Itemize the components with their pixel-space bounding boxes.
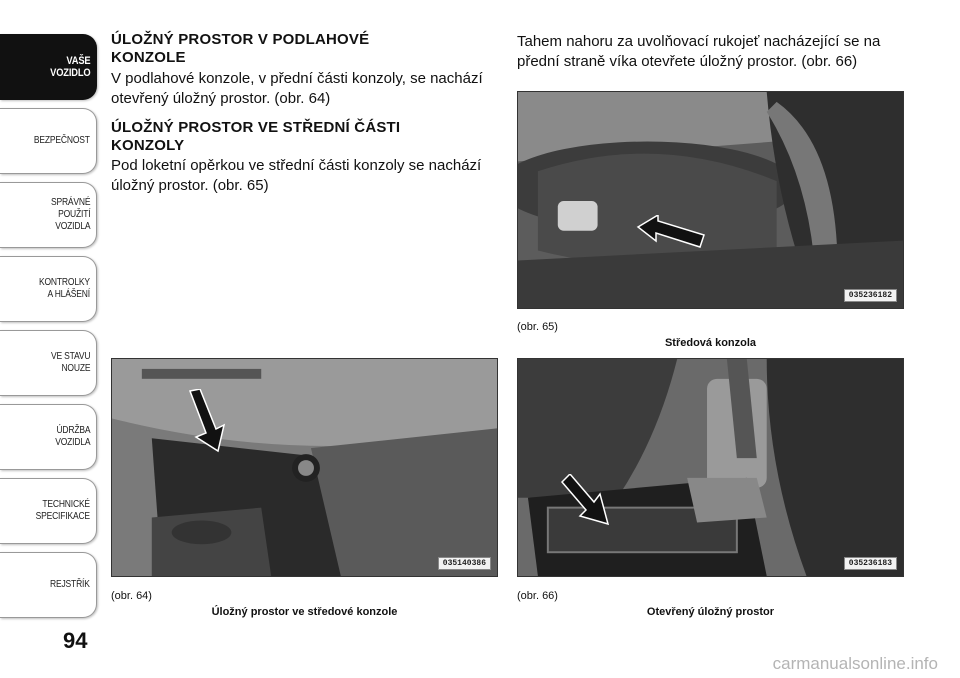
tab-label: REJSTŘÍK [50,579,90,590]
console-photo-illustration [518,92,903,308]
section1-text: V podlahové konzole, v přední části konzoly, se nachází otevřený úložný prostor. (obr. 64) [111,70,483,107]
tab-label: TECHNICKÉ SPECIFIKACE [35,499,90,522]
tab-label: KONTROLKY A HLÁŠENÍ [39,277,90,300]
arrow-shape [182,389,226,453]
open-storage-illustration [518,359,903,576]
figure-code: 035236183 [844,557,897,570]
tab-label: ÚDRŽBA VOZIDLA [54,425,90,448]
arrow-icon [182,389,226,453]
arrow-icon [636,215,706,251]
tab-udrzba[interactable] [0,404,97,470]
section2-text: Pod loketní opěrkou ve střední části konzoly se nachází úložný prostor. (obr. 65) [111,157,482,194]
figure-64-number: (obr. 64) [111,590,152,602]
section2-heading: ÚLOŽNÝ PROSTOR VE STŘEDNÍ ČÁSTI KONZOLY [111,119,401,154]
tab-ve-stavu-nouze[interactable] [0,330,97,396]
tab-label: BEZPEČNOST [34,135,90,146]
figure-65-caption: Středová konzola [664,337,757,349]
arrow-shape [560,474,610,526]
tab-rejstrik[interactable] [0,552,97,618]
tab-technicke-specifikace[interactable] [0,478,97,544]
tab-kontrolky[interactable] [0,256,97,322]
floor-console-illustration [112,359,497,576]
right-column-text: Tahem nahoru za uvolňovací rukojeť nacházející se na přední straně víka otevřete úložný prostor. (obr. 66) [517,33,881,70]
tab-label: VAŠE VOZIDLO [49,55,90,79]
figure-code: 035140386 [438,557,491,570]
watermark[interactable]: carmanualsonline.info [772,654,938,673]
tab-label: VE STAVU NOUZE [50,351,90,374]
figure-code: 035236182 [844,289,897,302]
figure-66-photo [517,358,904,577]
page-number: 94 [63,628,88,653]
section1-heading: ÚLOŽNÝ PROSTOR V PODLAHOVÉ KONZOLE [111,31,370,66]
arrow-icon [560,474,610,526]
tab-vase-vozidlo[interactable] [0,34,97,100]
figure-65-number: (obr. 65) [517,321,558,333]
figure-64-photo [111,358,498,577]
arrow-shape [636,215,706,251]
tab-bezpecnost[interactable] [0,108,97,174]
tab-label: SPRÁVNÉ POUŽITÍ VOZIDLA [50,197,90,232]
figure-65-photo [517,91,904,309]
tab-spravne-pouziti[interactable] [0,182,97,248]
figure-66-caption: Otevřený úložný prostor [646,606,775,618]
figure-66-number: (obr. 66) [517,590,558,602]
figure-64-caption: Úložný prostor ve středové konzole [211,606,398,618]
